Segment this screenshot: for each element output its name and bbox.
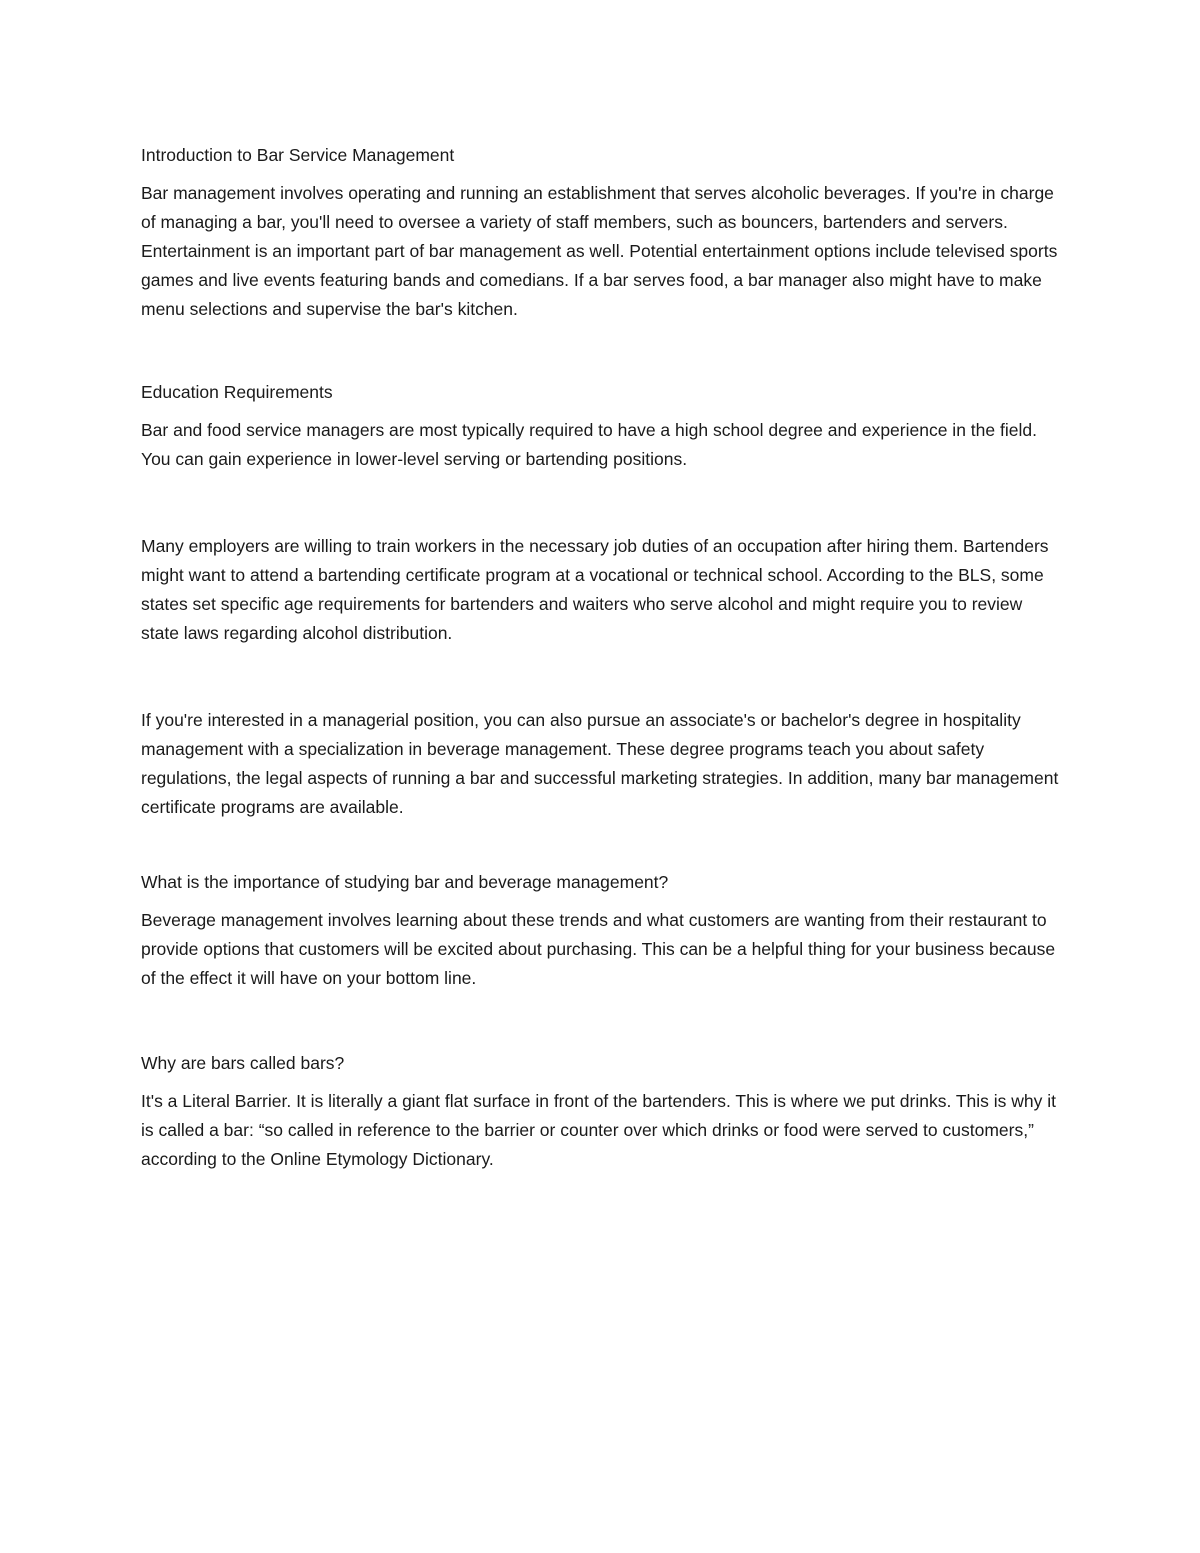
paragraph-education-3: If you're interested in a managerial position, you can also pursue an associate's or bachelor's degree in hospitality management with a specialization in beverage management. These degree programs teach you about safety regulations, the legal aspects of running a bar and successful marketing strategies. In addition, many bar management certificate programs are available. <box>141 710 1059 817</box>
section-heading-why-bars: Why are bars called bars? <box>141 1053 345 1073</box>
paragraph-education-1: Bar and food service managers are most typically required to have a high school degree and experience in the field. You can gain experience in lower-level serving or bartending positions. <box>141 420 1037 469</box>
paragraph-introduction: Bar management involves operating and running an establishment that serves alcoholic beverages. If you're in charge of managing a bar, you'll need to oversee a variety of staff members, such as bouncers, bartenders and servers. Entertainment is an important part of bar management as well. Potential entertainment options include televised sports games and live events featuring bands and comedians. If a bar serves food, a bar manager also might have to make menu selections and supervise the bar's kitchen. <box>141 183 1058 319</box>
section-heading-education: Education Requirements <box>141 382 333 402</box>
section-heading-importance: What is the importance of studying bar and beverage management? <box>141 872 669 892</box>
paragraph-education-2: Many employers are willing to train workers in the necessary job duties of an occupation after hiring them. Bartenders might want to attend a bartending certificate program at a vocational or technical school. According to the BLS, some states set specific age requirements for bartenders and waiters who serve alcohol and might require you to review state laws regarding alcohol distribution. <box>141 536 1049 643</box>
paragraph-why-bars: It's a Literal Barrier. It is literally a giant flat surface in front of the bartenders. This is where we put drinks. This is why it is called a bar: “so called in reference to the barrier or counter over which drinks or food were served to customers,” according to the Online Etymology Dictionary. <box>141 1091 1057 1169</box>
section-heading-introduction: Introduction to Bar Service Management <box>141 145 455 165</box>
document-body <box>141 141 1061 1174</box>
paragraph-importance: Beverage management involves learning about these trends and what customers are wanting from their restaurant to provide options that customers will be excited about purchasing. This can be a helpful thing for your business because of the effect it will have on your bottom line. <box>141 910 1056 988</box>
